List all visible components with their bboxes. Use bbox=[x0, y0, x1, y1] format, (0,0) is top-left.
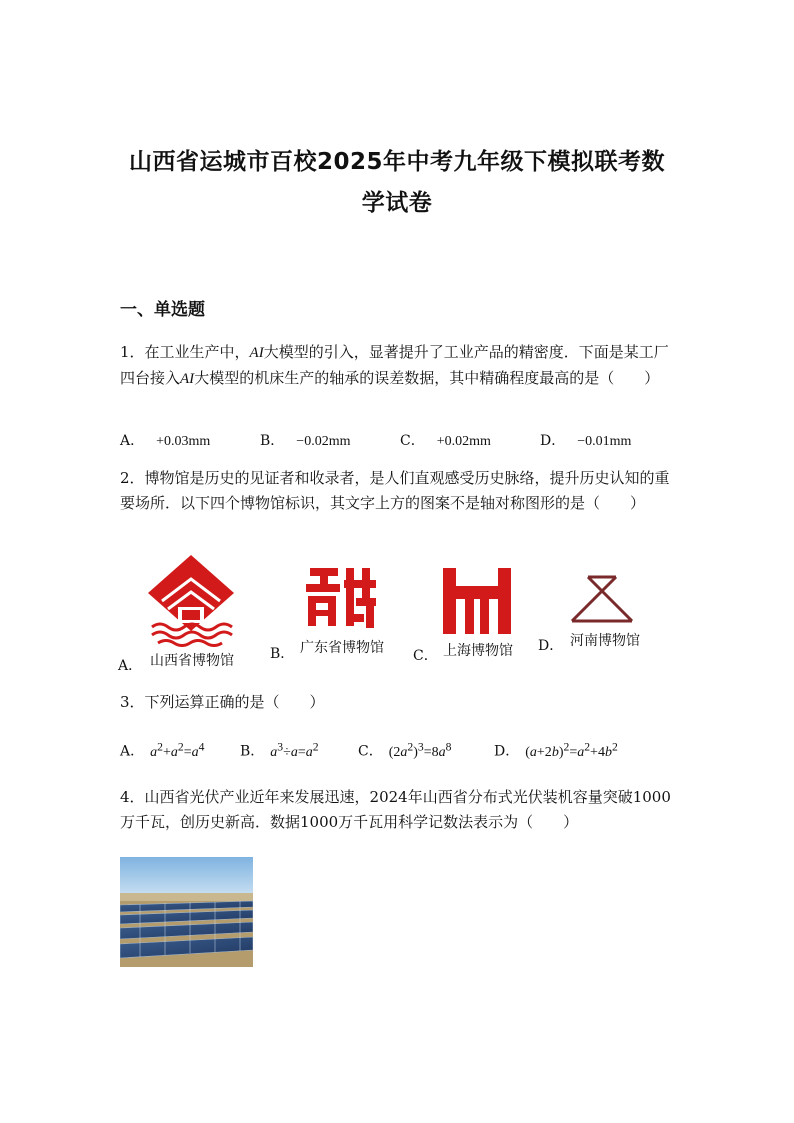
q1-text-a: 1．在工业生产中， bbox=[120, 343, 250, 361]
q2-caption-c: 上海博物馆 bbox=[443, 643, 513, 659]
q3-option-a[interactable]: A． $a^2+a^2=a^4$ bbox=[120, 740, 205, 760]
q1-option-a[interactable]: A． +0.03mm bbox=[120, 433, 211, 449]
page-title-line2: 学试卷 bbox=[361, 190, 433, 216]
shanghai-museum-emblem-icon bbox=[443, 568, 511, 634]
q2-caption-a: 山西省博物馆 bbox=[150, 653, 234, 669]
q1-option-d[interactable]: D． −0.01mm bbox=[540, 433, 632, 449]
guangdong-museum-emblem-icon bbox=[306, 566, 378, 634]
shanxi-museum-emblem-icon bbox=[148, 555, 234, 647]
q2-option-b[interactable]: B． bbox=[270, 646, 295, 662]
question-2: 2．博物馆是历史的见证者和收录者，是人们直观感受历史脉络，提升历史认知的重要场所．以下四个博物馆标识，其文字上方的图案不是轴对称图形的是（ ） bbox=[120, 469, 670, 512]
q1-ai-term-2: AI bbox=[180, 371, 195, 387]
q1-text-b: 大模型的引入，显著提升了工业产品的精密度．下面是某工厂四台接入 bbox=[120, 343, 669, 387]
q1-text-c: 大模型的机床生产的轴承的误差数据，其中精确程度最高的是（ ） bbox=[194, 369, 660, 387]
q3-option-b[interactable]: B． $a^3\div a=a^2$ bbox=[240, 740, 319, 760]
question-1 bbox=[120, 340, 680, 392]
q3-option-d[interactable]: D． $(a+2b)^2=a^2+4b^2$ bbox=[494, 740, 618, 760]
question-4: 4．山西省光伏产业近年来发展迅速，2024年山西省分布式光伏装机容量突破1000万千瓦，创历史新高．数据1000万千瓦用科学记数法表示为（ ） bbox=[120, 788, 671, 831]
q3-option-c[interactable]: C． $(2a^2)^3=8a^8$ bbox=[358, 740, 452, 760]
q2-caption-b: 广东省博物馆 bbox=[300, 640, 384, 656]
q1-option-c[interactable]: C． +0.02mm bbox=[400, 433, 491, 449]
q1-ai-term: AI bbox=[249, 345, 264, 361]
q2-caption-d: 河南博物馆 bbox=[570, 633, 640, 649]
q2-option-c[interactable]: C． bbox=[413, 648, 438, 664]
q2-option-d[interactable]: D． bbox=[538, 638, 564, 654]
page-title-line1: 山西省运城市百校2025年中考九年级下模拟联考数 bbox=[128, 149, 665, 175]
section-heading: 一、单选题 bbox=[120, 300, 205, 320]
q1-option-b[interactable]: B． −0.02mm bbox=[260, 433, 351, 449]
question-3: 3．下列运算正确的是（ ） bbox=[120, 693, 325, 711]
q2-option-a[interactable]: A． bbox=[118, 658, 143, 674]
solar-farm-photo bbox=[120, 857, 253, 967]
henan-museum-emblem-icon bbox=[570, 575, 634, 627]
